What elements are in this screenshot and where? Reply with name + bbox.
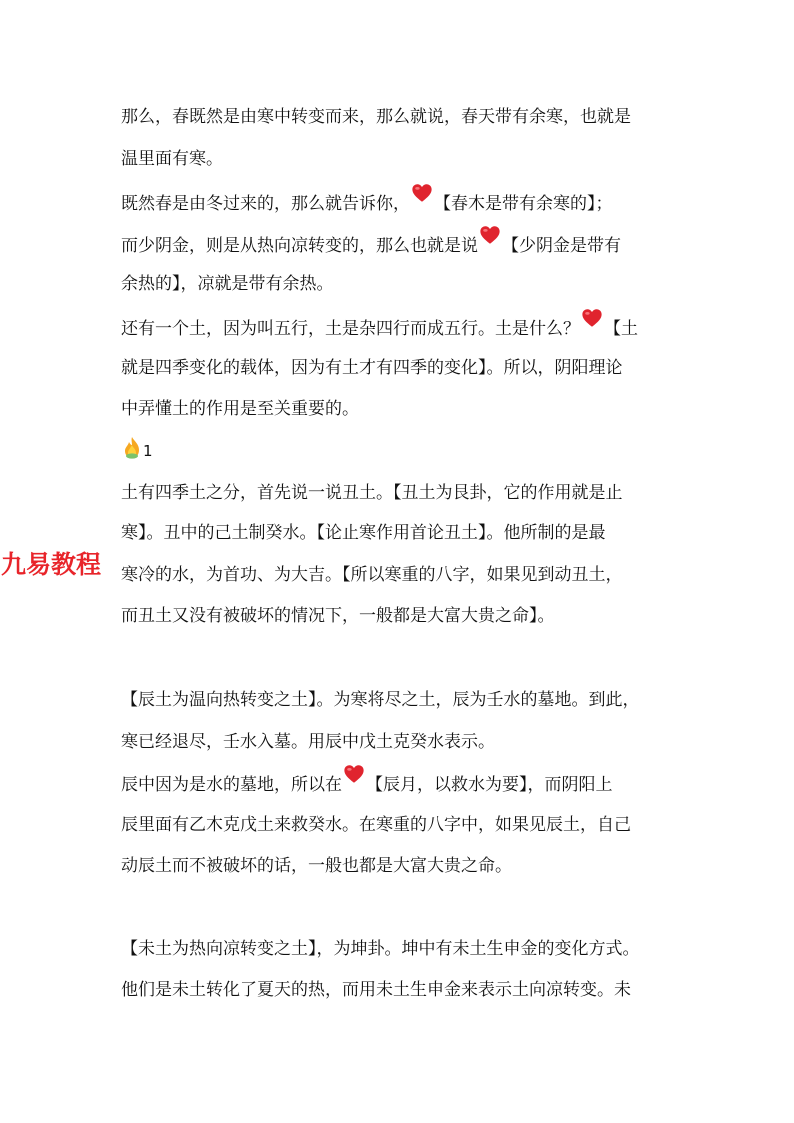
text-line-2: 温里面有寒。 [121,149,223,169]
text-segment: 【少阴金是带有 [502,236,621,256]
text-line-10: 寒】。丑中的己土制癸水。【论止寒作用首论丑土】。他所制的是最 [121,523,606,543]
text-segment: 【土 [604,319,638,339]
text-line-4 [121,232,621,258]
text-line-16: 辰里面有乙木克戊土来救癸水。在寒重的八字中，如果见辰土，自己 [121,815,631,835]
text-line-8: 中弄懂土的作用是至关重要的。 [121,399,359,419]
text-line-19: 他们是未土转化了夏天的热，而用未土生申金来表示土向凉转变。未 [121,980,631,1000]
text-segment: 辰中因为是水的墓地，所以在 [121,775,342,795]
fire-item [121,436,153,460]
list-number: 1 [143,442,153,460]
text-line-3 [121,190,613,216]
text-line-9: 土有四季土之分，首先说一说丑土。【丑土为艮卦，它的作用就是止 [121,483,623,503]
text-line-12: 而丑土又没有被破坏的情况下，一般都是大富大贵之命】。 [121,606,555,626]
text-line-15 [121,771,613,797]
heart-icon [479,224,501,246]
text-segment: 还有一个土，因为叫五行，土是杂四行而成五行。土是什么？ [121,319,580,339]
text-line-13: 【辰土为温向热转变之土】。为寒将尽之土，辰为壬水的墓地。到此， [121,690,640,710]
watermark-logo: 九易教程 [1,550,102,579]
heart-icon [411,182,433,204]
text-line-11: 寒冷的水，为首功、为大吉。【所以寒重的八字，如果见到动丑土， [121,565,623,585]
text-line-18: 【未土为热向凉转变之土】，为坤卦。坤中有未土生申金的变化方式。 [121,939,640,959]
text-segment: 【辰月，以救水为要】，而阴阳上 [366,775,613,795]
text-line-5: 余热的】，凉就是带有余热。 [121,274,334,294]
text-line-1: 那么，春既然是由寒中转变而来，那么就说，春天带有余寒，也就是 [121,107,631,127]
text-line-14: 寒已经退尽，壬水入墓。用辰中戊土克癸水表示。 [121,732,495,752]
text-line-17: 动辰土而不被破坏的话，一般也都是大富大贵之命。 [121,856,512,876]
text-line-7: 就是四季变化的载体，因为有土才有四季的变化】。所以，阴阳理论 [121,358,623,378]
text-segment: 【春木是带有余寒的】； [434,194,613,214]
fire-icon [121,436,143,460]
heart-icon [343,763,365,785]
heart-icon [581,307,603,329]
text-line-6 [121,315,638,341]
text-segment: 而少阴金，则是从热向凉转变的，那么也就是说 [121,236,478,256]
text-segment: 既然春是由冬过来的，那么就告诉你， [121,194,410,214]
